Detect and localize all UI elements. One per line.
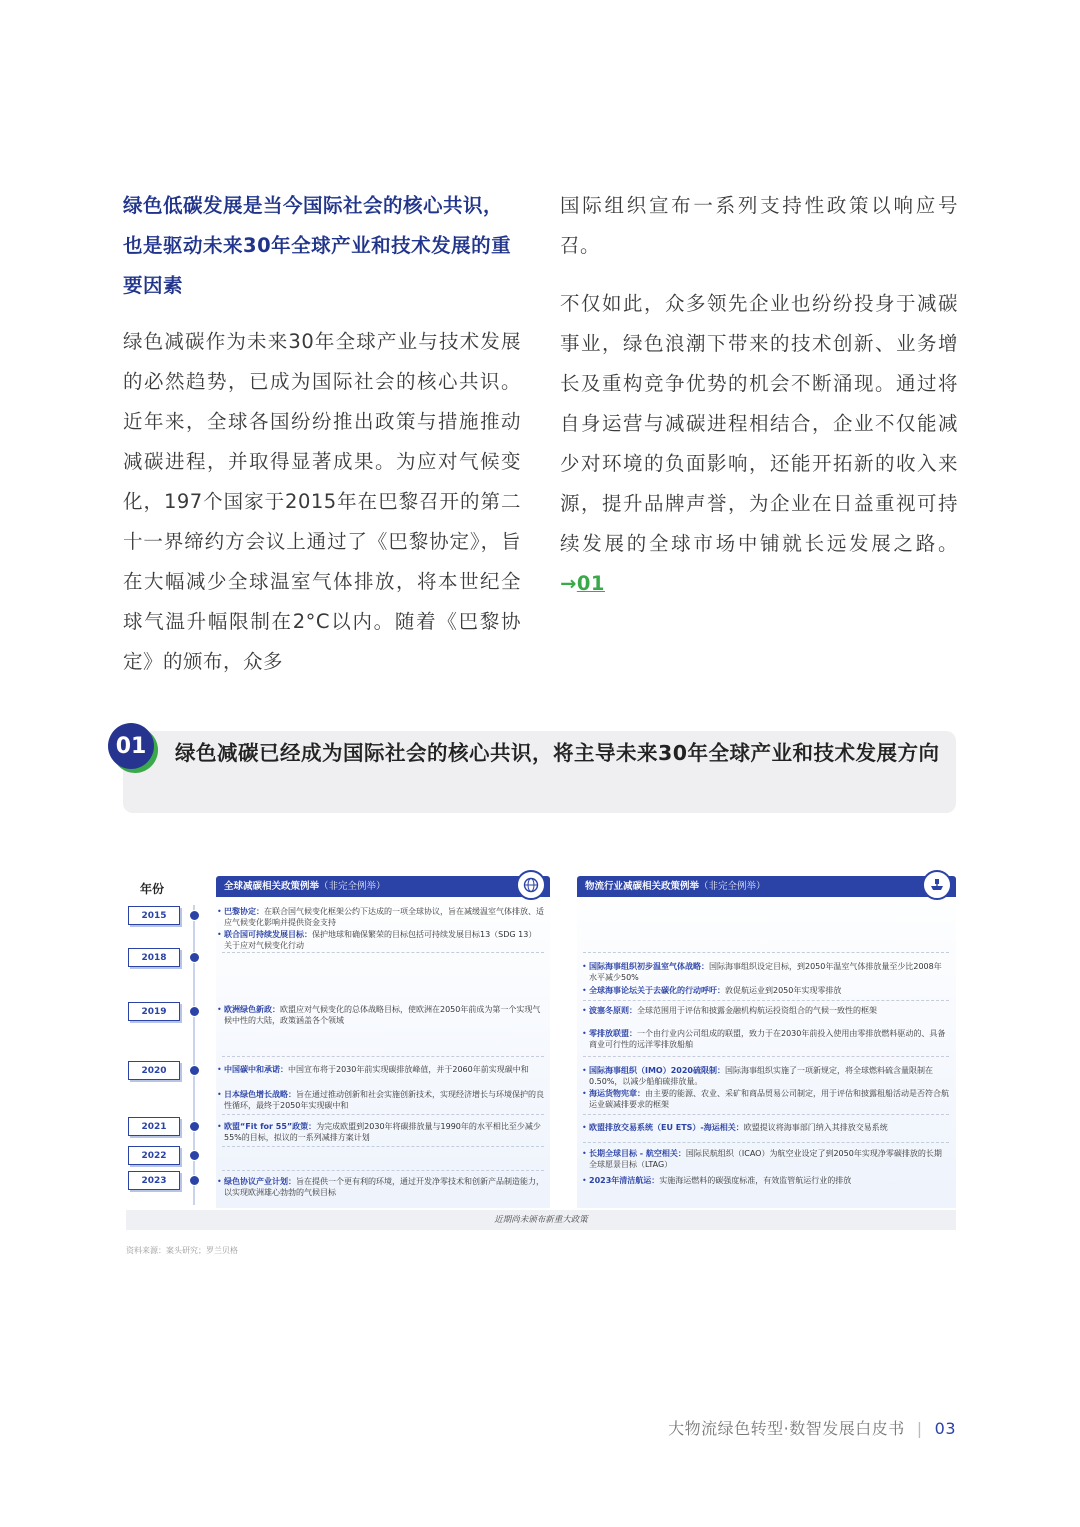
policy-entry: • 2023年清洁航运：实施海运燃料的碳强度标准，有效监管航运行业的排放 bbox=[589, 1175, 949, 1186]
policy-entry: • 巴黎协定：在联合国气候变化框架公约下达成的一项全球协议，旨在减缓温室气体排放、适应气候变化影响并提供资金支持 bbox=[224, 906, 544, 928]
policy-entry: • 国际海事组织（IMO）2020硫限制：国际海事组织实施了一项新规定，将全球燃料硫含量限制在0.50%，以减少船舶硫排放量。 bbox=[589, 1065, 949, 1087]
body-paragraph-1: 国际组织宣布一系列支持性政策以响应号召。 bbox=[560, 194, 958, 257]
policy-entry: • 长期全球目标 - 航空相关：国际民航组织（ICAO）为航空业设定了到2050年实现净零碳排放的长期全球愿景目标（LTAG） bbox=[589, 1148, 949, 1170]
timeline-dot bbox=[189, 1006, 200, 1017]
section-title: 绿色减碳已经成为国际社会的核心共识，将主导未来30年全球产业和技术发展方向 bbox=[175, 741, 940, 765]
timeline-dot bbox=[189, 952, 200, 963]
source-note: 资料来源：案头研究；罗兰贝格 bbox=[126, 1246, 238, 1255]
divider bbox=[583, 1114, 949, 1115]
logistics-policy-panel-header bbox=[577, 876, 956, 897]
timeline-dot bbox=[189, 1150, 200, 1161]
timeline-dot bbox=[189, 1065, 200, 1076]
year-2015: 2015 bbox=[128, 906, 180, 925]
policy-entry: • 海运货物宪章：由主要的能源、农业、采矿和商品贸易公司制定，用于评估和披露租船活动是否符合航运业碳减排要求的框架 bbox=[589, 1088, 949, 1110]
policy-entry: • 波塞冬原则：全球范围用于评估和披露金融机构航运投资组合的气候一致性的框架 bbox=[589, 1005, 949, 1016]
policy-entry: • 国际海事组织初步温室气体战略：国际海事组织设定目标，到2050年温室气体排放量至少比2008年水平减少50% bbox=[589, 961, 949, 983]
arrow-right-icon: → bbox=[560, 572, 577, 595]
policy-entry: • 欧盟“Fit for 55”政策：为完成欧盟到2030年将碳排放量与1990年的水平相比至少减少55%的目标，拟议的一系列减排方案计划 bbox=[224, 1121, 544, 1143]
panel-note: （非完全例举） bbox=[699, 881, 766, 892]
policy-entry: • 零排放联盟：一个由行业内公司组成的联盟，致力于在2030年前投入使用由零排放燃料驱动的、具备商业可行性的远洋零排放船舶 bbox=[589, 1028, 949, 1050]
divider bbox=[222, 1056, 544, 1057]
year-2019: 2019 bbox=[128, 1002, 180, 1021]
logistics-policy-panel bbox=[577, 876, 956, 1208]
year-2021: 2021 bbox=[128, 1117, 180, 1136]
body-paragraph-2-text: 不仅如此，众多领先企业也纷纷投身于减碳事业，绿色浪潮下带来的技术创新、业务增长及重构竞争优势的机会不断涌现。通过将自身运营与减碳进程相结合，企业不仅能减少对环境的负面影响，还能开拓新的收入来源，提升品牌声誉，为企业在日益重视可持续发展的全球市场中铺就长远发展之路。 bbox=[560, 292, 958, 555]
page-footer bbox=[668, 1416, 956, 1439]
right-column bbox=[560, 186, 958, 620]
timeline-dot bbox=[189, 910, 200, 921]
divider bbox=[222, 1146, 544, 1147]
year-2022: 2022 bbox=[128, 1146, 180, 1165]
figure-reference-link[interactable]: 01 bbox=[576, 572, 605, 595]
divider bbox=[583, 1000, 949, 1001]
global-policy-panel-header bbox=[216, 876, 550, 897]
footer-title: 大物流绿色转型·数智发展白皮书 bbox=[668, 1419, 905, 1438]
divider bbox=[222, 952, 544, 953]
year-2020: 2020 bbox=[128, 1061, 180, 1080]
panel-note: （非完全例举） bbox=[319, 881, 386, 892]
year-column-title: 年份 bbox=[140, 882, 165, 896]
body-paragraph: 绿色减碳作为未来30年全球产业与技术发展的必然趋势，已成为国际社会的核心共识。近年来，全球各国纷纷推出政策与措施推动减碳进程，并取得显著成果。为应对气候变化，197个国家于2015年在巴黎召开的第二十一界缔约方会议上通过了《巴黎协定》，旨在大幅减少全球温室气体排放，将本世纪全球气温升幅限制在2°C以内。随着《巴黎协定》的颁布，众多 bbox=[123, 330, 521, 673]
policy-entry: • 日本绿色增长战略：旨在通过推动创新和社会实施创新技术，实现经济增长与环境保护的良性循环，最终于2050年实现碳中和 bbox=[224, 1089, 544, 1111]
section-heading: 绿色低碳发展是当今国际社会的核心共识，也是驱动未来30年全球产业和技术发展的重要因素 bbox=[123, 194, 512, 297]
global-policy-panel bbox=[216, 876, 550, 1208]
policy-timeline-infographic bbox=[126, 868, 956, 1230]
infographic-caption: 近期尚未颁布新重大政策 bbox=[126, 1210, 956, 1230]
section-number-badge: 01 bbox=[108, 723, 154, 769]
footer-separator: | bbox=[916, 1419, 923, 1438]
divider bbox=[222, 1170, 544, 1171]
policy-entry: • 绿色协议产业计划：旨在提供一个更有利的环境，通过开发净零技术和创新产品制造能力，以实现欧洲雄心勃勃的气候目标 bbox=[224, 1176, 544, 1198]
ship-icon bbox=[922, 870, 952, 900]
year-2023: 2023 bbox=[128, 1171, 180, 1190]
panel-title: 全球减碳相关政策例举 bbox=[224, 881, 320, 892]
policy-entry: • 欧盟排放交易系统（EU ETS）-海运相关：欧盟提议将海事部门纳入其排放交易系统 bbox=[589, 1122, 949, 1133]
divider bbox=[583, 1056, 949, 1057]
page-number: 03 bbox=[934, 1419, 956, 1438]
divider bbox=[583, 952, 949, 953]
panel-title: 物流行业减碳相关政策例举 bbox=[585, 881, 700, 892]
policy-entry: • 联合国可持续发展目标：保护地球和确保繁荣的目标包括可持续发展目标13（SDG 13）关于应对气候变化行动 bbox=[224, 929, 544, 951]
divider bbox=[583, 1142, 949, 1143]
policy-entry: • 全球海事论坛关于去碳化的行动呼吁：敦促航运业到2050年实现零排放 bbox=[589, 985, 949, 996]
policy-entry: • 中国碳中和承诺：中国宣布将于2030年前实现碳排放峰值，并于2060年前实现碳中和 bbox=[224, 1064, 544, 1075]
body-paragraph-2 bbox=[560, 284, 958, 604]
divider bbox=[222, 1114, 544, 1115]
policy-entry: • 欧洲绿色新政：欧盟应对气候变化的总体战略目标，使欧洲在2050年前成为第一个实现气候中性的大陆，政策涵盖各个领域 bbox=[224, 1004, 544, 1026]
timeline-dot bbox=[189, 1121, 200, 1132]
left-column bbox=[123, 186, 521, 698]
globe-icon bbox=[516, 870, 546, 900]
timeline-dot bbox=[189, 1175, 200, 1186]
year-2018: 2018 bbox=[128, 948, 180, 967]
